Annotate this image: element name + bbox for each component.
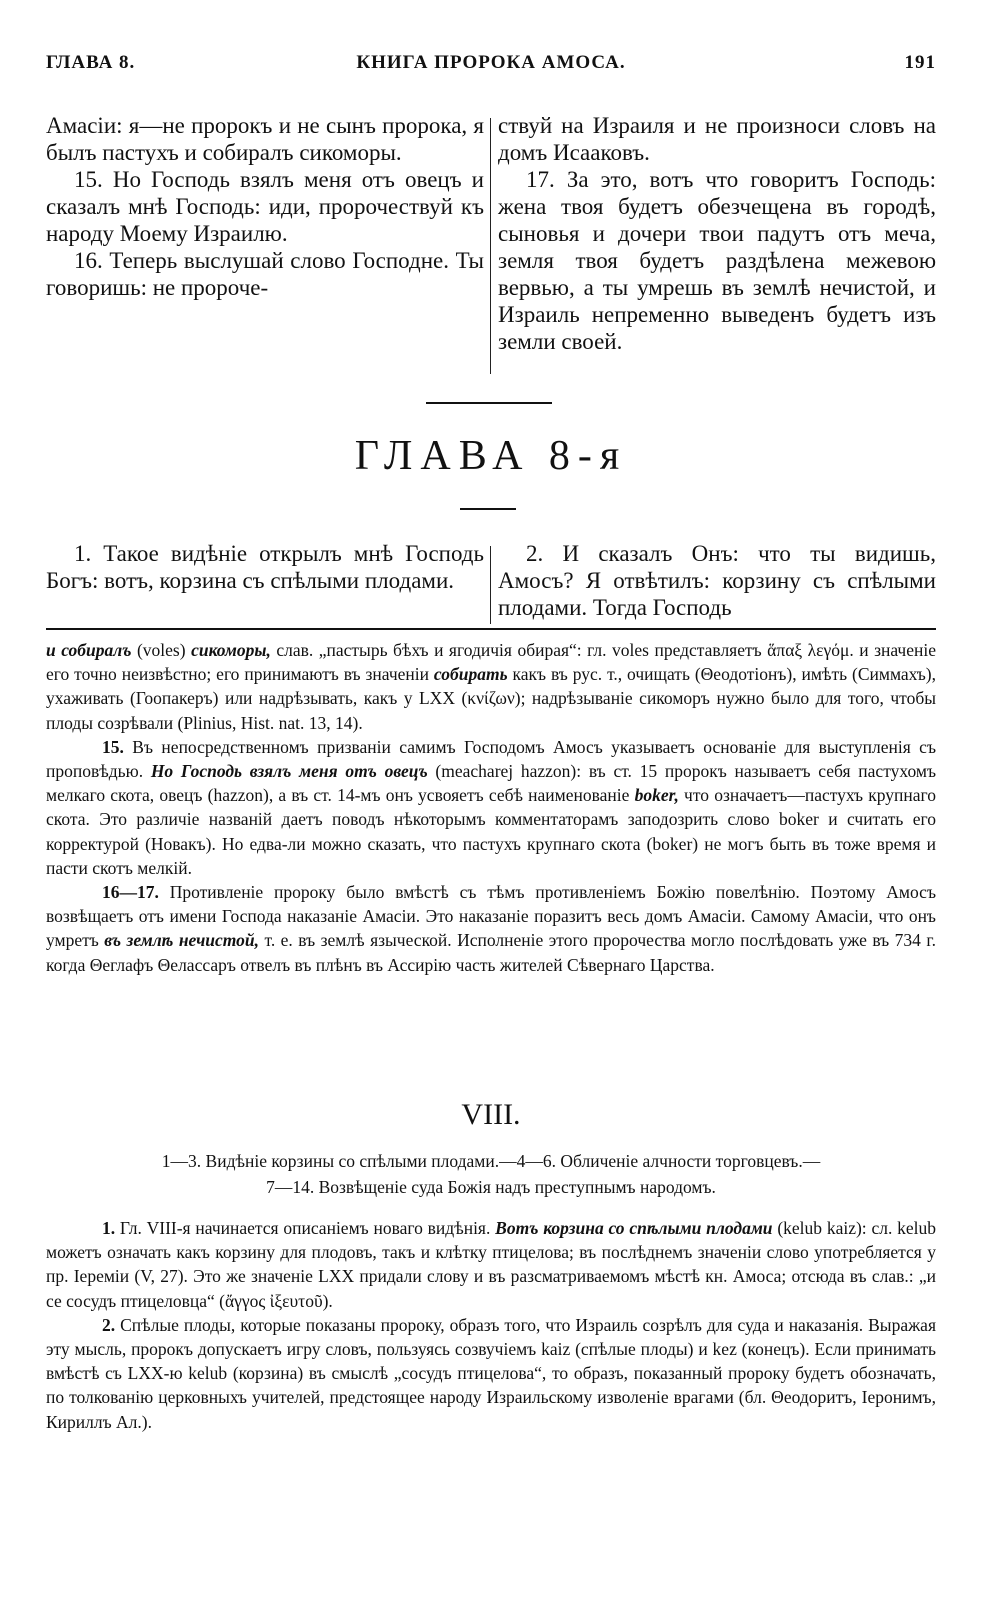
- verse-text-cont: ствуй на Израиля и не произноси словъ на домъ Исааковъ.: [498, 113, 936, 165]
- book-page: [46, 0, 936, 1612]
- header-book-title: КНИГА ПРОРОКА АМОСА.: [356, 52, 626, 73]
- verse-1: 1. Такое видѣніе открылъ мнѣ Господь Богъ: вотъ, корзина съ спѣлыми плодами.: [46, 541, 484, 593]
- commentary-upper: [46, 638, 936, 977]
- text: т. е. въ землѣ языческой. Исполненіе этого пророчества могло послѣдовать уже въ 734 г. когда Θеглафъ Θелассаръ отвелъ въ плѣнъ въ Ассирію часть жителей Сѣвернаго Царства.: [46, 930, 936, 975]
- section-summary: [46, 1148, 936, 1200]
- emphasis: Но Господь взялъ меня отъ овецъ: [150, 761, 428, 782]
- text: Гл. VIII-я начинается описаніемъ новаго видѣнія.: [115, 1218, 496, 1238]
- text: Въ непосредственномъ призваніи самимъ Господомъ Амосъ указываетъ основаніе для выступленія съ проповѣдью.: [46, 736, 936, 782]
- summary-line: 1—3. Видѣніе корзины со спѣлыми плодами.—4—6. Обличеніе алчности торговцевъ.—: [161, 1151, 821, 1171]
- page-number: 191: [904, 52, 936, 73]
- section-rule-top: [426, 402, 552, 404]
- verse-17: 17. За это, вотъ что говоритъ Господь: жена твоя будетъ обезчещена въ городѣ, сыновья и дочери твои падутъ отъ меча, земля твоя будетъ раздѣлена межевою вервью, а ты умрешь въ землѣ нечистой, и Израиль непременно выведенъ будетъ изъ земли своей.: [498, 167, 936, 354]
- emphasis: въ землѣ нечистой,: [104, 930, 260, 951]
- commentary-paragraph-16-17: [46, 880, 936, 977]
- text: (kelub kaiz): сл. kelub можетъ означать какъ корзину для плодовъ, такъ и клѣтку птицелова; въ послѣднемъ значеніи слово употребляется у пр. Іереміи (V, 27). Это же значеніе LXX придали слову и въ разсматриваемомъ мѣстѣ кн. Амоса; отсюда въ слав.: „и се сосудъ птицеловца“ (ἄγγος ἰξευτοῦ).: [46, 1218, 936, 1311]
- verse-2: 2. И сказалъ Онъ: что ты видишь, Амосъ? Я отвѣтилъ: корзину съ спѣлыми плодами. Тогда Господь: [498, 541, 936, 620]
- chapter-title: ГЛАВА 8-я: [354, 433, 628, 479]
- verse-number: 15.: [102, 736, 124, 757]
- verse-15: 15. Но Господь взялъ меня отъ овецъ и сказалъ мнѣ Господь: иди, пророчествуй къ народу Моему Израилю.: [46, 167, 484, 246]
- text: Спѣлые плоды, которые показаны пророку, образъ того, что Израиль созрѣлъ для суда и наказанія. Выражая эту мысль, пророкъ допускаетъ игру словъ, пользуясь созвучіемъ kaiz (спѣлые плоды) и kez (конецъ). Если принимать вмѣстѣ съ LXX-ю kelub (корзина) въ смыслѣ „сосудъ птицелова“, то образъ, показанный пророку будетъ обозначать, по толкованію церковныхъ учителей, предстоящее народу Израильскому изволеніе врагами (бл. Θеодоритъ, Іеронимъ, Кириллъ Ал.).: [46, 1314, 936, 1432]
- verse-text: Амасіи: я—не пророкъ и не сынъ пророка, я былъ пастухъ и собиралъ сикоморы.: [46, 113, 484, 165]
- commentary-paragraph-15: [46, 735, 936, 880]
- verse-number: 16—17.: [102, 882, 159, 903]
- text: Противленіе пророку было вмѣстѣ съ тѣмъ противленіемъ Божію повелѣнію. Поэтому Амосъ возвѣщаетъ отъ имени Господа наказаніе Амасіи. Это наказаніе поразитъ весь домъ Амасіи. Самому Амасіи, что онъ умретъ: [46, 882, 936, 951]
- text: (meacharej hazzon): въ ст. 15 пророкъ называетъ себя пастухомъ мелкаго скота, овецъ (hazzon), а въ ст. 14-мъ онъ усвояетъ себѣ наименованіе: [46, 761, 936, 806]
- top-right-column: [498, 112, 936, 355]
- header-chapter: ГЛАВА 8.: [46, 52, 136, 73]
- emphasis: Вотъ корзина со спѣлыми плодами: [495, 1218, 773, 1238]
- top-left-column: [46, 112, 484, 301]
- verse-16: 16. Теперь выслушай слово Господне. Ты говоришь: не пророче-: [46, 248, 484, 300]
- verse-number: 2.: [102, 1314, 116, 1335]
- text: слав. „пастырь бѣхъ и ягодичія обирая“: гл. voles представляетъ ἅπαξ λεγόμ. и значеніе его точно неизвѣстно; его принимаютъ въ значеніи: [46, 640, 936, 685]
- text: (voles): [131, 640, 192, 660]
- column-divider: [490, 546, 491, 624]
- commentary-separator: [46, 628, 936, 630]
- emphasis: собирать: [433, 664, 508, 685]
- column-divider: [490, 118, 491, 374]
- verse-number: 1.: [102, 1218, 116, 1238]
- commentary-paragraph: [46, 638, 936, 735]
- summary-line: 7—14. Возвѣщеніе суда Божія надъ преступнымъ народомъ.: [266, 1177, 716, 1197]
- chapter-left-column: [46, 540, 484, 594]
- emphasis: сикоморы,: [191, 640, 271, 660]
- emphasis: и собиралъ: [46, 640, 132, 660]
- chapter-verse-columns: [46, 540, 936, 624]
- section-roman-numeral: VIII.: [461, 1098, 521, 1131]
- text: что означаетъ—пастухъ крупнаго скота. Это различіе названій даетъ поводъ нѣкоторымъ комментаторамъ заподозрить слово boker и считать его корректурой (Новакъ). Но едва-ли можно сказать, что пастухъ крупнаго скота (boker) не могъ быть въ тоже время и пасти скотъ мелкій.: [46, 785, 936, 878]
- chapter-right-column: [498, 540, 936, 621]
- commentary-paragraph-2: [46, 1313, 936, 1434]
- section-rule-bottom: [460, 508, 516, 510]
- text: какъ въ рус. т., очищать (Θеодотіонъ), имѣть (Симмахъ), ухаживать (Гоопакеръ) или надрѣзывать, какъ у LXX (κνίζων); надрѣзываніе сикоморъ нужно было для того, чтобы плоды созрѣвали (Plinius, Hist. nat. 13, 14).: [46, 664, 936, 733]
- commentary-lower: [46, 1216, 936, 1434]
- emphasis: boker,: [634, 785, 679, 806]
- top-verse-columns: [46, 112, 936, 374]
- running-head: [46, 52, 936, 82]
- commentary-paragraph-1: [46, 1216, 936, 1313]
